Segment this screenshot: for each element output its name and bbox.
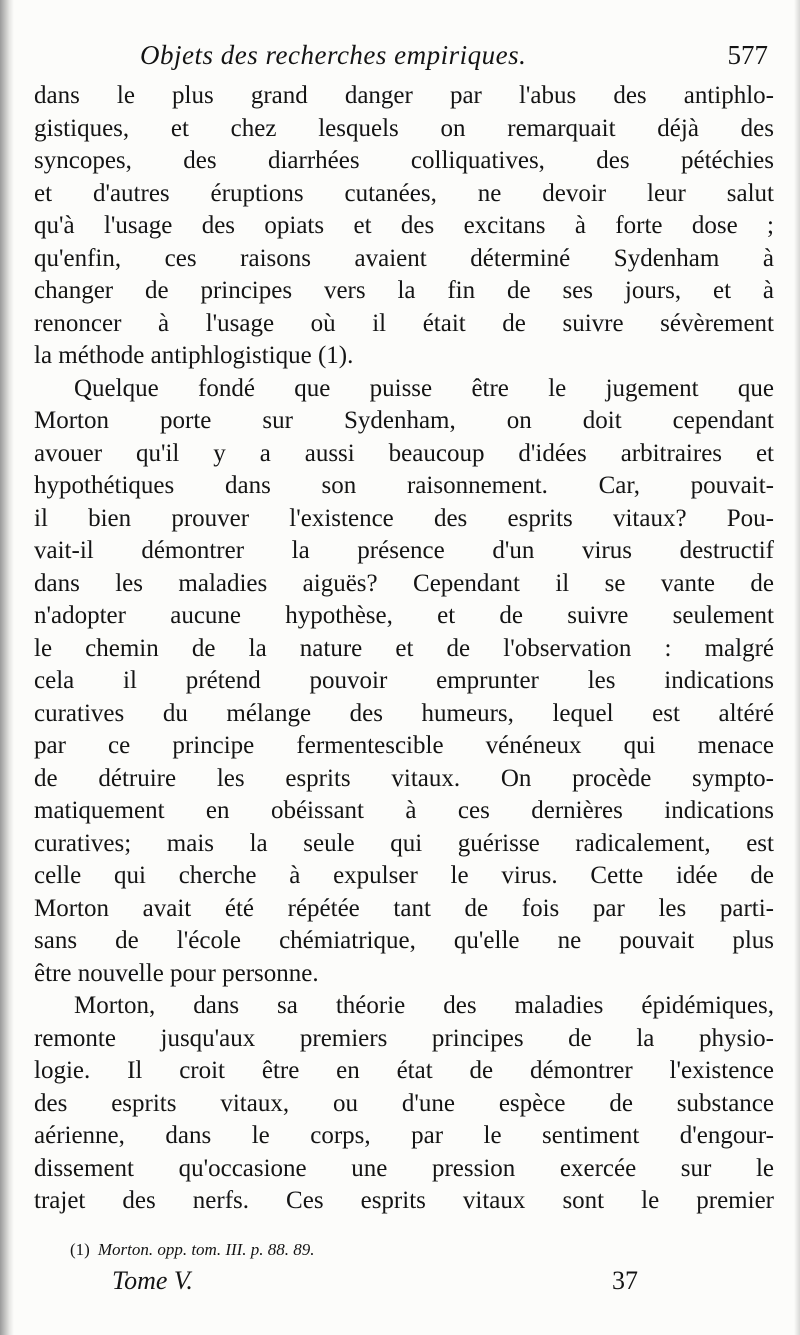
text-line: dans les maladies aiguës? Cependant il se vante de (34, 569, 774, 597)
running-head (140, 40, 770, 80)
text-line: renoncer à l'usage où il était de suivre sévèrement (34, 309, 774, 337)
paragraph-start: Morton, dans sa théorie des maladies épidémiques, (74, 992, 774, 1019)
signature-mark: 37 (612, 1266, 638, 1295)
binding-shadow (0, 0, 14, 1335)
text-line: trajet des nerfs. Ces esprits vitaux sont le premier (34, 1187, 774, 1214)
text-line: être nouvelle pour personne. (34, 959, 319, 987)
text-line: dissement qu'occasione une pression exercée sur le (34, 1154, 774, 1182)
text-line: curatives du mélange des humeurs, lequel est altéré (34, 699, 774, 727)
text-line: qu'enfin, ces raisons avaient déterminé Sydenham à (34, 244, 774, 272)
text-line: avouer qu'il y a aussi beaucoup d'idées arbitraires et (34, 439, 774, 467)
text-line: gistiques, et chez lesquels on remarquait déjà des (34, 114, 774, 142)
volume-signature: Tome V. (112, 1266, 193, 1295)
paragraph-start: Quelque fondé que puisse être le jugement que (74, 374, 774, 402)
page-edge (794, 0, 800, 1335)
running-title: Objets des recherches empiriques. (140, 40, 527, 70)
text-line: qu'à l'usage des opiats et des excitans à forte dose ; (34, 212, 774, 239)
footnote-marker: (1) (70, 1240, 90, 1259)
text-line: cela il prétend pouvoir emprunter les indications (34, 667, 774, 694)
text-line: le chemin de la nature et de l'observation : malgré (34, 634, 774, 662)
page-number: 577 (727, 40, 768, 70)
text-line: aérienne, dans le corps, par le sentiment d'engour- (34, 1122, 774, 1149)
text-line: des esprits vitaux, ou d'une espèce de substance (34, 1089, 774, 1117)
text-line: curatives; mais la seule qui guérisse radicalement, est (34, 829, 774, 857)
text-line: sans de l'école chémiatrique, qu'elle ne pouvait plus (34, 927, 774, 954)
text-line: et d'autres éruptions cutanées, ne devoir leur salut (34, 179, 774, 207)
text-line: vait-il démontrer la présence d'un virus destructif (34, 537, 774, 564)
text-line: Morton avait été répétée tant de fois par les parti- (34, 894, 774, 922)
footnote (70, 1240, 315, 1260)
text-line: par ce principe fermentescible vénéneux qui menace (34, 732, 774, 759)
text-line: de détruire les esprits vitaux. On procède sympto- (34, 764, 774, 792)
footnote-text: Morton. opp. tom. III. p. 88. 89. (97, 1240, 315, 1259)
text-line: hypothétiques dans son raisonnement. Car, pouvait- (34, 472, 774, 499)
text-line: changer de principes vers la fin de ses jours, et à (34, 277, 774, 304)
text-line: il bien prouver l'existence des esprits vitaux? Pou- (34, 504, 774, 532)
text-line: n'adopter aucune hypothèse, et de suivre seulement (34, 602, 774, 629)
body-text (34, 80, 774, 1218)
text-line: dans le plus grand danger par l'abus des antiphlo- (34, 82, 774, 109)
text-line: matiquement en obéissant à ces dernières indications (34, 797, 774, 824)
text-line: la méthode antiphlogistique (1). (34, 342, 354, 369)
text-line: syncopes, des diarrhées colliquatives, des pétéchies (34, 147, 774, 174)
text-line: celle qui cherche à expulser le virus. Cette idée de (34, 862, 774, 889)
text-line: Morton porte sur Sydenham, on doit cependant (34, 407, 774, 434)
text-line: remonte jusqu'aux premiers principes de la physio- (34, 1024, 774, 1052)
text-line: logie. Il croit être en état de démontrer l'existence (34, 1057, 774, 1084)
